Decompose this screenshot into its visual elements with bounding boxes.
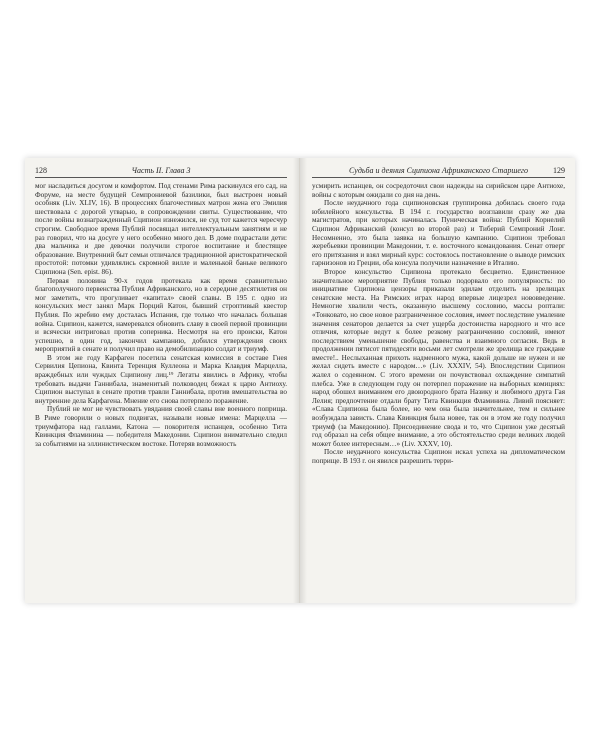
right-running-head — [312, 166, 565, 178]
paragraph: Второе консульство Сципиона протекало бесцветно. Единственное значительное мероприятие Публия только подорвало его популярность: по инициативе Сципиона цензоры приказали эдилам отделить на зрелищах сенатские места. На Римских играх народ впервые лицезрел нововведение. Немногие хвалили честь, оказанную высшему сословию, массы роптали: «Тонковато, но свое новое разграниченное сословия, имеет последствие умаление значения сенаторов делается за счет ущерба достоинства народного и что все отличия, которые ведут к более резкому разграничению сословий, имеют последствием уменьшение свободы, равенства и взаимного согласия. Ведь в продолжении пятисот пятидесяти восьми лет смотрели же зрелища все граждане вместе!.. Неслыханная прихоть надменного мужа, какой дольше не нужен и не желал сидеть вместе с народом…» (Liv. XXXIV, 54). Впоследствии Сципион жалел о содеянном. С этого времени он почувствовал охлаждение симпатий плебса. Уже в следующем году он потерпел поражение на выборных комициях: народ обошел вниманием его двоюродного брата Назику и любимого друга Гая Лелия; предпочтение отдали брату Тита Квинкция Фламинина. Ливий поясняет: «Слава Сципиона была более, но чем она была значительнее, тем и сильнее возбуждала зависть. Слава Квинкция была новее, так он в этом же году получил триумф (за Македонию). Присоединение свода и то, что Сципион уже десятый год образал на себя общее внимание, а это обстоятельство среди великих людей может более интересным…» (Liv. XXXV, 10). — [312, 267, 565, 448]
page-number: 128 — [35, 166, 47, 175]
paragraph: В этом же году Карфаген посетила сенатская комиссия в составе Гнея Сервилия Цепиона, Квинта Теренция Куллеона и Марка Клавдия Марцелла, враждебных или чуждых Сципиону лиц.¹⁹ Легаты явились в Африку, чтобы требовать выдачи Ганнибала, знаменитый полководец бежал к царю Антиоху. Сципион выступал в сенате против травли Ганнибала, против вмешательства во внутренние дела Карфагена. Мнение его снова потерпело поражение. — [35, 353, 287, 405]
paragraph: После неудачного года сципионовская группировка добилась своего года юбилейного консульства. В 194 г. государство возглавили сразу же два магистратов, при которых начиналась Пуническая война: Публий Корнелий Сципион Африканский (консул во второй раз) и Тиберий Семпроний Лонг. Несомненно, это была заявка на большую кампанию. Сципион требовал жеребьевки провинции Македонии, т. е. восточного командования. Сенат отверг его притязания и взял мирный курс: состоялось постановление о выводе римских гарнизонов из Греции, оба консула получили назначение в Италию. — [312, 199, 565, 268]
book-spread — [25, 158, 575, 603]
right-page — [300, 158, 575, 603]
paragraph: После неудачного консульства Сципион искал успеха на дипломатическом поприще. В 193 г. он явился разрешить терри- — [312, 448, 565, 465]
page-number: 129 — [553, 166, 565, 175]
paragraph: усмирить испанцев, он сосредоточил свои надежды на сирийском царе Антиохе, войны с которым ожидали со дня на день. — [312, 182, 565, 199]
left-running-head — [35, 166, 287, 178]
paragraph: Публий не мог не чувствовать увядания своей славы вне военного поприща. В Риме говорили о новых подвигах, называли новые имена: Марцелла — триумфатора над галлами, Катона — покорителя испанцев, особенно Тита Квинкция Фламинина — победителя Македонии. Сципион внимательно следил за событиями на эллинистическом востоке. Потеряв возможность — [35, 405, 287, 448]
running-title: Часть II. Глава 3 — [131, 166, 191, 175]
paragraph: мог насладиться досугом и комфортом. Под стенами Рима раскинулся его сад, на Форуме, на месте будущей Семпрониевой базилики, был выстроен новый особняк (Liv. XLIV, 16). В процессиях благочестивых матрон жена его Эмилия шествовала с дорогой утварью, в сопровождении свиты. Существование, что после войны вознагражденный Сципион изнежился, не суд тот кажется чересчур строгим. Свободное время Публий посвящал интеллектуальным занятиям и не раз говорил, что на досуге у него особенно много дел. В доме подрастали дети: два мальчика и две девочки получили строгое воспитание и блестящее образование. Внутренний быт семьи отличался традиционной аристократической простотой: потомки удивлялись скромной вилле и маленькой баньке великого Сципиона (Sen. epist. 86). — [35, 182, 287, 276]
paragraph: Первая половина 90-х годов протекала как время сравнительно благополучного первенства Публия Африканского, но в середине десятилетия он мог заметить, что прогуливает «капитал» своей славы. В 195 г. одно из консульских мест занял Марк Порций Катон, бывший строптивый квестор Публия. По жребию ему досталась Испания, где только что началась большая война. Сципион, кажется, намеревался обновить славу в своей первой провинции и всячески интриговал против соперника. Несмотря на его происки, Катон успешно, в один год, закончил кампанию, добился утверждения своих мероприятий в сенате и получил право на демобилизацию солдат и триумф. — [35, 276, 287, 354]
left-page — [25, 158, 300, 603]
running-title: Судьба и деяния Сципиона Африканского Старшего — [348, 166, 529, 175]
